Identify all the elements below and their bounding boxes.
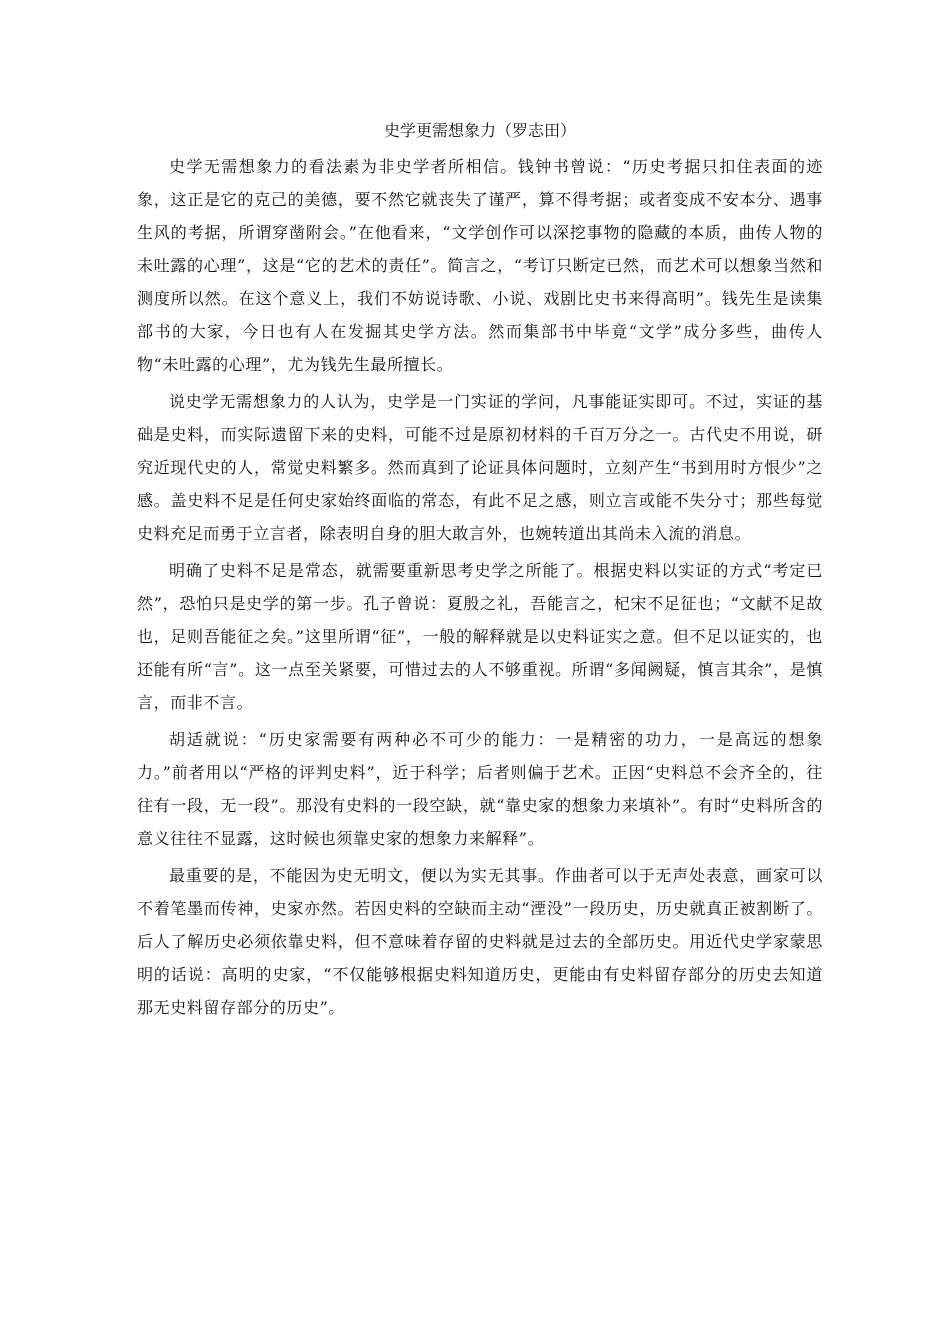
paragraph-1: 史学无需想象力的看法素为非史学者所相信。钱钟书曾说：“历史考据只扣住表面的迹象，这正是它的克己的美德，要不然它就丧失了谨严，算不得考据；或者变成不安本分、遇事生风的考据，所谓穿凿附会。”在他看来，“文学创作可以深挖事物的隐藏的本质，曲传人物的未吐露的心理”，这是“它的艺术的责任”。简言之，“考订只断定已然，而艺术可以想象当然和测度所以然。在这个意义上，我们不妨说诗歌、小说、戏剧比史书来得高明”。钱先生是读集部书的大家，今日也有人在发掘其史学方法。然而集部书中毕竟“文学”成分多些，曲传人物“未吐露的心理”，尤为钱先生最所擅长。 <box>137 157 823 374</box>
paragraph-3: 明确了史料不足是常态，就需要重新思考史学之所能了。根据史料以实证的方式“考定已然”，恐怕只是史学的第一步。孔子曾说：夏殷之礼，吾能言之，杞宋不足征也；“文献不足故也，足则吾能征之矣。”这里所谓“征”，一般的解释就是以史料证实之意。但不足以证实的，也还能有所“言”。这一点至关紧要，可惜过去的人不够重视。所谓“多闻阙疑，慎言其余”，是慎言，而非不言。 <box>137 561 823 712</box>
document-title: 史学更需想象力（罗志田） <box>383 121 576 140</box>
paragraph-5: 最重要的是，不能因为史无明文，便以为实无其事。作曲者可以于无声处表意，画家可以不着笔墨而传神，史家亦然。若因史料的空缺而主动“湮没”一段历史，历史就真正被割断了。后人了解历史必须依靠史料，但不意味着存留的史料就是过去的全部历史。用近代史学家蒙思明的话说：高明的史家，“不仅能够根据史料知道历史，更能由有史料留存部分的历史去知道那无史料留存部分的历史”。 <box>137 866 823 1017</box>
paragraph-4: 胡适就说：“历史家需要有两种必不可少的能力：一是精密的功力，一是高远的想象力。”前者用以“严格的评判史料”，近于科学；后者则偏于艺术。正因“史料总不会齐全的，往往有一段，无一段”。那没有史料的一段空缺，就“靠史家的想象力来填补”。有时“史料所含的意义往往不显露，这时候也须靠史家的想象力来解释”。 <box>137 730 823 848</box>
paragraph-2: 说史学无需想象力的人认为，史学是一门实证的学问，凡事能证实即可。不过，实证的基础是史料，而实际遗留下来的史料，可能不过是原初材料的千百万分之一。古代史不用说，研究近现代史的人，常觉史料繁多。然而真到了论证具体问题时，立刻产生“书到用时方恨少”之感。盖史料不足是任何史家始终面临的常态，有此不足之感，则立言或能不失分寸；那些每觉史料充足而勇于立言者，除表明自身的胆大敢言外，也婉转道出其尚未入流的消息。 <box>137 392 823 543</box>
document-page <box>137 118 823 1028</box>
